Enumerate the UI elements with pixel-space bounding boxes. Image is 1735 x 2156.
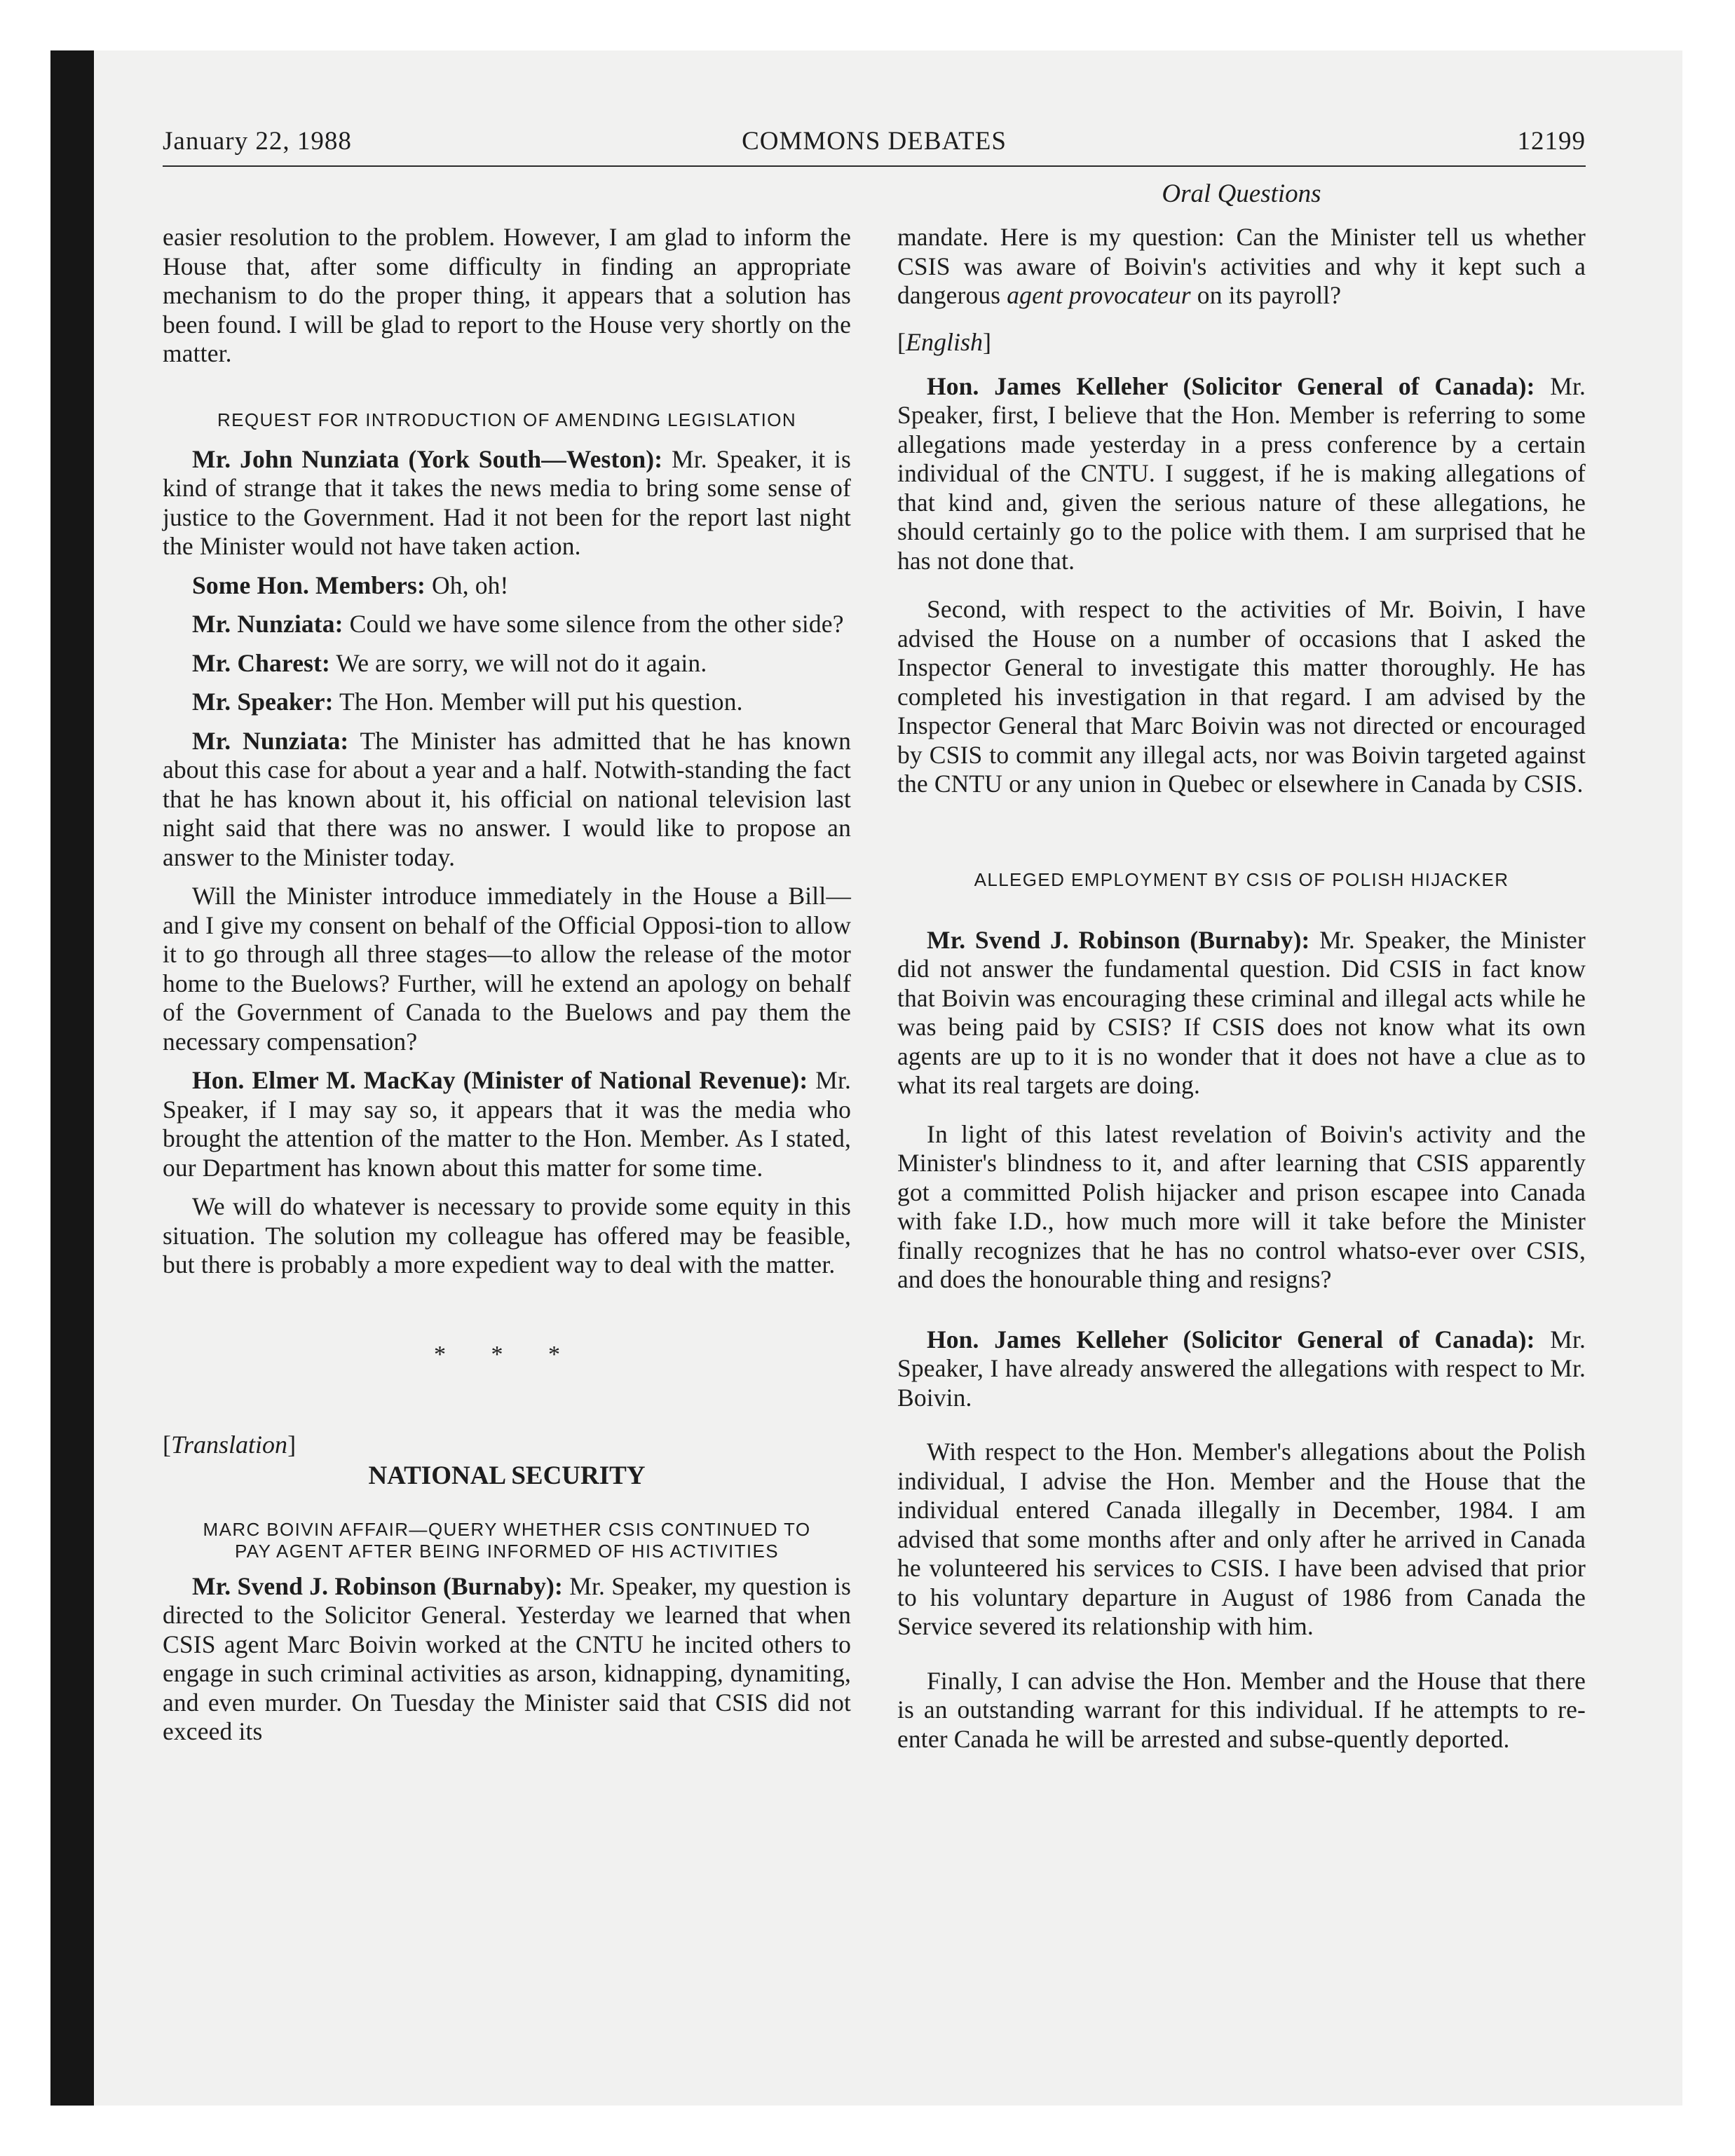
section-separator: * * * (434, 1341, 580, 1367)
speaker-name: Mr. Speaker: (192, 688, 334, 716)
header-rule (163, 165, 1586, 167)
speech-robinson (897, 926, 1586, 1100)
speech-text: The Hon. Member will put his question. (333, 688, 743, 716)
paragraph: In light of this latest revelation of Boivin's activity and the Minister's blindness to it, and after learning that CSIS apparently got a committed Polish hijacker and prison escapee into Canada with fake I.D., how much more will it take before the Minister finally recognizes that he has no control whatso-ever over CSIS, and does the honourable thing and resigns? (897, 1119, 1586, 1293)
speech-text: Mr. Speaker, if I may say so, it appears that it was the media who brought the attention of the matter to the Hon. Member. As I stated, our Department has known about this matter for some time. (163, 1066, 851, 1182)
speech-text: The Minister has admitted that he has known about this case for about a year and a half. Notwith-standing the fact that he has known about it, his official on national television last night said that there was no answer. I would like to propose an answer to the Minister today. (163, 726, 851, 871)
page-header (163, 126, 1586, 168)
speech-speaker (163, 688, 851, 717)
paragraph: With respect to the Hon. Member's allegations about the Polish individual, I advise the Hon. Member and the House that the individual entered Canada illegally in December, 1984. I am advised that some months after and only after he arrived in Canada he volunteered his services to CSIS. I have been advised that prior to his voluntary departure in August of 1986 from Canada the Service severed its relationship with him. (897, 1438, 1586, 1640)
speech-text: Oh, oh! (425, 571, 509, 599)
paragraph: Finally, I can advise the Hon. Member and the House that there is an outstanding warrant for this individual. If he attempts to re-enter Canada he will be arrested and subse-quently deported. (897, 1666, 1586, 1753)
speaker-name: Mr. Svend J. Robinson (Burnaby): (192, 1571, 564, 1600)
speech-kelleher (897, 372, 1586, 576)
speaker-name: Mr. Svend J. Robinson (Burnaby): (927, 925, 1310, 954)
speech-text: We are sorry, we will not do it again. (330, 648, 707, 677)
speech-text: Mr. Speaker, my question is directed to the Solicitor General. Yesterday we learned that when CSIS agent Marc Boivin worked at the CNTU he incited others to engage in such criminal activities as arson, kidnapping, dynamiting, and even murder. On Tuesday the Minister said that CSIS did not exceed its (163, 1571, 852, 1745)
left-column (163, 223, 851, 1747)
speech-text: Mr. Speaker, the Minister did not answer the fundamental question. Did CSIS in fact know that Boivin was encouraging these criminal and illegal acts while he was being paid by CSIS? If CSIS does not know what its own agents are up to it is no wonder that it does not have a clue as to what its real targets are doing. (897, 925, 1586, 1099)
paragraph-continued: mandate. Here is my question: Can the Minister tell us whether CSIS was aware of Boivin's activities and why it kept such a dangerous agent provocateur on its payroll? (897, 223, 1586, 309)
scan-binding-edge (50, 50, 94, 2106)
speech-nunziata (163, 610, 851, 639)
paragraph: We will do whatever is necessary to provide some equity in this situation. The solution my colleague has offered may be feasible, but there is probably a more expedient way to deal with the matter. (163, 1192, 851, 1278)
speaker-name: Mr. John Nunziata (York South—Weston): (192, 444, 663, 473)
speaker-name: Mr. Charest: (192, 648, 331, 677)
right-column (897, 223, 1586, 1754)
subheading-boivin-line1: MARC BOIVIN AFFAIR—QUERY WHETHER CSIS CONTINUED TO (203, 1518, 811, 1540)
translation-tag: [Translation] (163, 1430, 297, 1459)
speech-text: Mr. Speaker, first, I believe that the Hon. Member is referring to some allegations made yesterday in a press conference by a certain individual of the CNTU. I suggest, if he is making allegations of that kind and, given the serious nature of these allegations, he should certainly go to the police with them. I am surprised that he has not done that. (897, 371, 1586, 575)
speech-text: Mr. Speaker, it is kind of strange that it takes the news media to bring some sense of justice to the Government. Had it not been for the report last night the Minister would not have taken action. (163, 444, 851, 560)
speech-kelleher (897, 1325, 1586, 1413)
speech-members (163, 571, 851, 601)
speech-nunziata (163, 445, 851, 561)
section-label: Oral Questions (1162, 179, 1321, 208)
speaker-name: Hon. Elmer M. MacKay (Minister of National Revenue): (192, 1066, 808, 1094)
speaker-name: Hon. James Kelleher (Solicitor General of Canada): (927, 371, 1535, 400)
subheading-boivin-line2: PAY AGENT AFTER BEING INFORMED OF HIS ACTIVITIES (234, 1540, 780, 1562)
english-tag: [English] (897, 327, 992, 356)
speaker-name: Mr. Nunziata: (192, 610, 343, 638)
header-page-number: 12199 (1517, 127, 1586, 156)
subheading-polish-hijacker: ALLEGED EMPLOYMENT BY CSIS OF POLISH HIJACKER (974, 868, 1509, 890)
paragraph: Will the Minister introduce immediately in the House a Bill—and I give my consent on behalf of the Official Opposi-tion to allow it to go through all three stages—to allow the release of the motor home to the Buelows? Further, will he extend an apology on behalf of the Government of Canada to the Buelows and pay them the necessary compensation? (163, 882, 851, 1056)
paragraph: Second, with respect to the activities of Mr. Boivin, I have advised the House on a number of occasions that I asked the Inspector General to investigate this matter thoroughly. He has completed his investigation in that regard. I am advised by the Inspector General that Marc Boivin was not directed or encouraged by CSIS to commit any illegal acts, nor was Boivin targeted against the CNTU or any union in Quebec or elsewhere in Canada by CSIS. (897, 595, 1586, 798)
speech-charest (163, 649, 851, 678)
speaker-name: Some Hon. Members: (192, 571, 426, 599)
speaker-name: Mr. Nunziata: (192, 726, 349, 755)
main-heading: NATIONAL SECURITY (368, 1461, 646, 1490)
paragraph: easier resolution to the problem. However, I am glad to inform the House that, after some difficulty in finding an appropriate mechanism to do the proper thing, it appears that a solution has been found. I will be glad to report to the House very shortly on the matter. (163, 223, 851, 367)
subheading-amending-legislation: REQUEST FOR INTRODUCTION OF AMENDING LEGISLATION (217, 409, 797, 430)
speech-text: Mr. Speaker, I have already answered the allegations with respect to Mr. Boivin. (897, 1325, 1586, 1412)
speech-mackay (163, 1066, 851, 1182)
speaker-name: Hon. James Kelleher (Solicitor General of Canada): (927, 1325, 1535, 1353)
header-title: COMMONS DEBATES (742, 127, 1007, 156)
speech-robinson (163, 1572, 851, 1747)
speech-nunziata (163, 727, 851, 873)
speech-text: Could we have some silence from the other side? (343, 610, 844, 638)
header-date: January 22, 1988 (163, 127, 352, 156)
